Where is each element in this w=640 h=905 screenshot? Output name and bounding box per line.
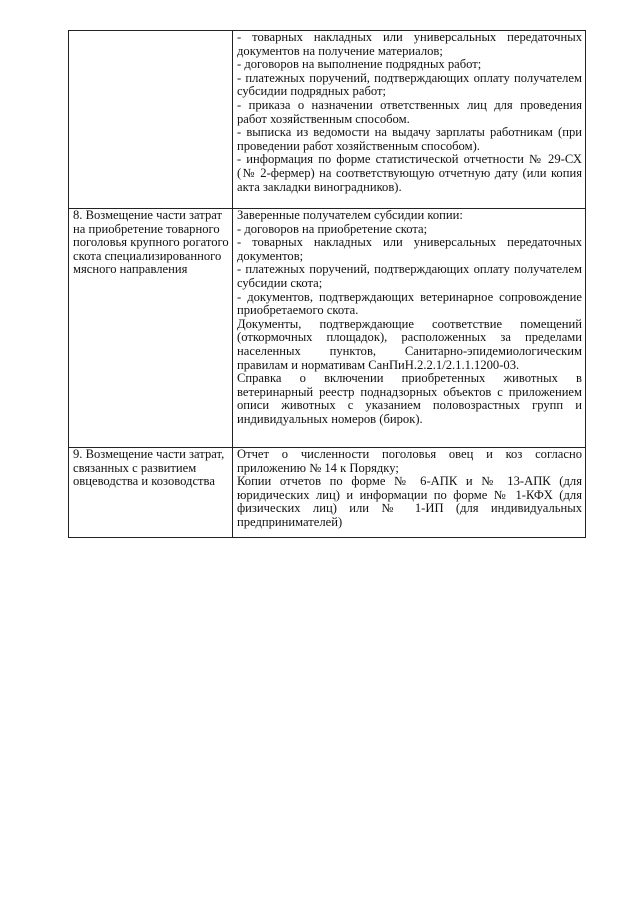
document-item: - договоров на приобретение скота; [237, 221, 428, 236]
document-item: - товарных накладных или универсальных передаточных документов на получение материалов; [237, 30, 582, 58]
document-item: Заверенные получателем субсидии копии: [237, 208, 463, 222]
table-row [69, 209, 586, 448]
document-item: - товарных накладных или универсальных передаточных документов; [237, 235, 582, 263]
documents-cell [233, 31, 586, 209]
measure-cell [69, 31, 233, 209]
table-row [69, 31, 586, 209]
measure-cell: 8. Возмещение части затрат на приобретение товарного поголовья крупного рогатого скота специализированного мясного направления [69, 209, 233, 448]
documents-cell [233, 448, 586, 538]
document-item: - приказа о назначении ответственных лиц для проведения работ хозяйственным способом. [237, 97, 582, 126]
document-item: - документов, подтверждающих ветеринарное сопровождение приобретаемого скота. [237, 289, 582, 318]
document-item: Документы, подтверждающие соответствие помещений (откормочных площадок), расположенных за пределами населенных пунктов, Санитарно-эпидемиологическим правилам и нормативам СанПиН.2.2.1/2.1.1.1200-03. [237, 316, 582, 372]
table-row [69, 448, 586, 538]
document-item: Отчет о численности поголовья овец и коз согласно приложению № 14 к Порядку; [237, 447, 582, 475]
document-item: - информация по форме статистической отчетности № 29-СХ (№ 2-фермер) на соответствующую отчетную дату (или копия акта закладки виноградников). [237, 152, 582, 194]
document-item: - платежных поручений, подтверждающих оплату получателем субсидии скота; [237, 262, 582, 290]
documents-cell [233, 209, 586, 448]
requirements-table [68, 30, 586, 538]
document-item: - выписка из ведомости на выдачу зарплаты работникам (при проведении работ хозяйственным способом). [237, 125, 582, 153]
document-item: Справка о включении приобретенных животных в ветеринарный реестр поднадзорных объектов с приложением описи животных с указанием половозрастных групп и индивидуальных номеров (бирок). [237, 371, 582, 426]
document-item: - договоров на выполнение подрядных работ; [237, 57, 482, 72]
document-item: Копии отчетов по форме № 6-АПК и № 13-АПК (для юридических лиц) и информации по форме № 1-КФХ (для физических лиц) или № 1-ИП (для индивидуальных предпринимателей) [237, 474, 582, 529]
measure-cell: 9. Возмещение части затрат, связанных с развитием овцеводства и козоводства [69, 448, 233, 538]
document-item: - платежных поручений, подтверждающих оплату получателем субсидии подрядных работ; [237, 70, 582, 99]
